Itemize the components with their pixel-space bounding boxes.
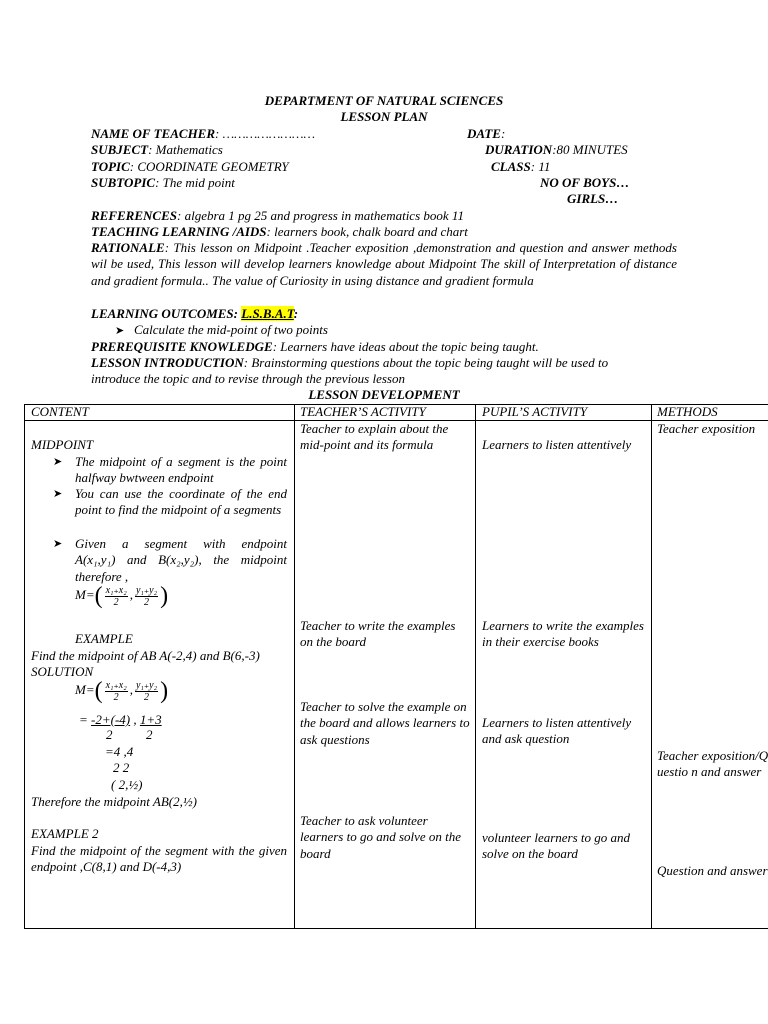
- date-label: DATE: [467, 126, 501, 141]
- outcome-item-text: Calculate the mid-point of two points: [133, 322, 328, 337]
- solution-title: SOLUTION: [31, 664, 94, 679]
- lesson-plan-title: LESSON PLAN: [340, 109, 428, 124]
- duration-label: DURATION: [485, 142, 553, 157]
- fraction-x-num: x₁₊x₂: [105, 584, 127, 596]
- step-1-eq: =: [79, 712, 92, 727]
- arrow-bullet-icon: ➤: [53, 456, 63, 468]
- girls-count: GIRLS…: [567, 191, 619, 206]
- example-question: Find the midpoint of AB A(-2,4) and B(6,-3): [31, 648, 260, 663]
- method-1: Teacher exposition: [657, 421, 756, 436]
- table-border-left: [24, 404, 25, 929]
- department-title: DEPARTMENT OF NATURAL SCIENCES: [264, 93, 504, 108]
- right-paren-icon: ): [160, 583, 169, 609]
- example-title: EXAMPLE: [75, 631, 133, 646]
- table-col-divider-3: [651, 404, 652, 929]
- step-1-den-2: 2: [146, 727, 153, 742]
- teacher-activity-4: Teacher to ask volunteer learners to go and solve on the board: [300, 813, 462, 861]
- subject-label: SUBJECT: [91, 142, 149, 157]
- teacher-name-row: [91, 126, 315, 142]
- content-bullet-3: [31, 536, 287, 585]
- step-1-num-2: 1+3: [139, 712, 162, 727]
- solution-step-2-den: 2 2: [113, 760, 130, 775]
- solution-fraction-x: [105, 680, 128, 703]
- teacher-name-value: : ……………………: [215, 126, 316, 141]
- teacher-activity-1: Teacher to explain about the mid-point and its formula: [300, 421, 449, 453]
- lesson-development-table: [24, 404, 768, 929]
- lesson-development-title: LESSON DEVELOPMENT: [308, 387, 460, 402]
- fraction-y-den: 2: [144, 596, 150, 608]
- prereq-value: : Learners have ideas about the topic being taught.: [272, 339, 539, 354]
- references-row: [91, 208, 464, 224]
- header-content: CONTENT: [31, 404, 89, 419]
- pupil-activity-3: Learners to listen attentively and ask question: [482, 715, 632, 747]
- subtopic-row: [91, 175, 235, 191]
- arrow-bullet-icon: ➤: [53, 488, 63, 500]
- solution-step-3: ( 2,½): [111, 777, 143, 792]
- references-label: REFERENCES: [91, 208, 177, 223]
- outcomes-row: [91, 306, 298, 322]
- solution-fraction-y-den: 2: [144, 691, 150, 703]
- intro-label: LESSON INTRODUCTION: [91, 355, 244, 370]
- teacher-activity-3: Teacher to solve the example on the board and allows learners to ask questions: [300, 699, 470, 747]
- header-pupil-activity: PUPIL’S ACTIVITY: [482, 404, 588, 419]
- teacher-activity-2: Teacher to write the examples on the board: [300, 618, 456, 650]
- content-bullet-2: [31, 486, 287, 519]
- solution-step-2: =4 ,4: [105, 744, 134, 759]
- arrow-bullet-icon: ➤: [53, 538, 63, 550]
- date-value: :: [500, 126, 506, 141]
- rationale-paragraph: [91, 240, 677, 289]
- teacher-name-label: NAME OF TEACHER: [91, 126, 216, 141]
- intro-row-2: introduce the topic and to revise through the previous lesson: [91, 371, 405, 386]
- bullet-3-line-c: therefore ,: [75, 568, 129, 584]
- solution-fraction-x-den: 2: [113, 691, 119, 703]
- boys-count: NO OF BOYS…: [540, 175, 630, 190]
- aids-label: TEACHING LEARNING /AIDS: [91, 224, 267, 239]
- solution-formula: M=( $\frac{\text{x₁₊x₂}}{2}$ , $\frac{\text{y₁₊y₂}}{2}$ ): [75, 678, 169, 704]
- bullet-2-text: You can use the coordinate of the end point to find the midpoint of a segments: [75, 486, 287, 518]
- outcomes-highlight: L.S.B.A.T: [241, 306, 294, 321]
- prereq-row: [91, 339, 539, 355]
- topic-label: TOPIC: [91, 159, 130, 174]
- table-col-divider-1: [294, 404, 295, 929]
- fraction-x-den: 2: [113, 596, 119, 608]
- outcome-item: [115, 322, 328, 339]
- pupil-activity-2: Learners to write the examples in their exercise books: [482, 618, 644, 650]
- midpoint-formula: M=( $\frac{\text{x₁₊x₂}}{2}$ , $\frac{\text{y₁₊y₂}}{2}$ ): [75, 583, 169, 609]
- bullet-1-text: The midpoint of a segment is the point halfway bwtween endpoint: [75, 454, 287, 486]
- example-2-title: EXAMPLE 2: [31, 826, 99, 841]
- outcomes-label: LEARNING OUTCOMES:: [91, 306, 242, 321]
- bullet-3-line-b: A(x₁,y₁) and B(x₂,y₂), the midpoint: [75, 552, 287, 568]
- formula-m-label: M=: [75, 586, 95, 602]
- subtopic-label: SUBTOPIC: [91, 175, 156, 190]
- class-row: [491, 159, 550, 175]
- example-2-question: Find the midpoint of the segment with the given endpoint ,C(8,1) and D(-4,3): [31, 843, 287, 875]
- topic-row: [91, 159, 289, 175]
- fraction-x: [105, 585, 128, 608]
- solution-fraction-y: [135, 680, 158, 703]
- left-paren-icon: (: [94, 678, 103, 704]
- rationale-value: : This lesson on Midpoint .Teacher exposition ,demonstration and question and answer methods wil be used, This lesson will develop learners knowledge about Midpoint The skill of Interpretation of distance and gradient formula.. The value of Curiosity in using distance and gradient formula: [91, 240, 677, 288]
- class-label: CLASS: [491, 159, 531, 174]
- subject-value: : Mathematics: [148, 142, 223, 157]
- table-col-divider-2: [475, 404, 476, 929]
- subject-row: [91, 142, 223, 158]
- topic-value: : COORDINATE GEOMETRY: [129, 159, 289, 174]
- left-paren-icon: (: [94, 583, 103, 609]
- step-1-comma: ,: [130, 712, 140, 727]
- right-paren-icon: ): [160, 678, 169, 704]
- header-methods: METHODS: [657, 404, 718, 419]
- method-3: Question and answer: [657, 863, 768, 878]
- header-teacher-activity: TEACHER’S ACTIVITY: [300, 404, 426, 419]
- fraction-y: [135, 585, 158, 608]
- method-2: Teacher exposition/Questio n and answer: [657, 748, 768, 780]
- arrow-bullet-icon: ➤: [115, 325, 125, 337]
- solution-step-1: [79, 712, 162, 728]
- aids-value: : learners book, chalk board and chart: [266, 224, 468, 239]
- pupil-activity-1: Learners to listen attentively: [482, 437, 632, 452]
- prereq-label: PREREQUISITE KNOWLEDGE: [91, 339, 273, 354]
- step-1-num-1: -2+(-4): [91, 712, 131, 727]
- solution-conclusion: Therefore the midpoint AB(2,½): [31, 794, 197, 809]
- subtopic-value: : The mid point: [155, 175, 235, 190]
- solution-m-label: M=: [75, 681, 95, 697]
- references-value: : algebra 1 pg 25 and progress in mathematics book 11: [177, 208, 464, 223]
- solution-fraction-y-num: y₁₊y₂: [135, 679, 158, 691]
- class-value: : 11: [530, 159, 551, 174]
- solution-fraction-x-num: x₁₊x₂: [105, 679, 127, 691]
- intro-value-1: : Brainstorming questions about the topic being taught will be used to: [243, 355, 609, 370]
- table-border-bottom: [24, 928, 768, 929]
- step-1-den-1: 2: [106, 727, 113, 742]
- outcomes-colon: :: [293, 306, 299, 321]
- duration-row: [485, 142, 628, 158]
- date-row: [467, 126, 505, 142]
- aids-row: [91, 224, 468, 240]
- intro-row: [91, 355, 608, 371]
- rationale-label: RATIONALE: [91, 240, 165, 255]
- content-bullet-1: [31, 454, 287, 487]
- duration-value: :80 MINUTES: [552, 142, 628, 157]
- content-title: MIDPOINT: [31, 437, 94, 452]
- pupil-activity-4: volunteer learners to go and solve on the board: [482, 830, 631, 862]
- bullet-3-line-a: Given a segment with endpoint: [75, 536, 287, 551]
- fraction-y-num: y₁₊y₂: [135, 584, 158, 596]
